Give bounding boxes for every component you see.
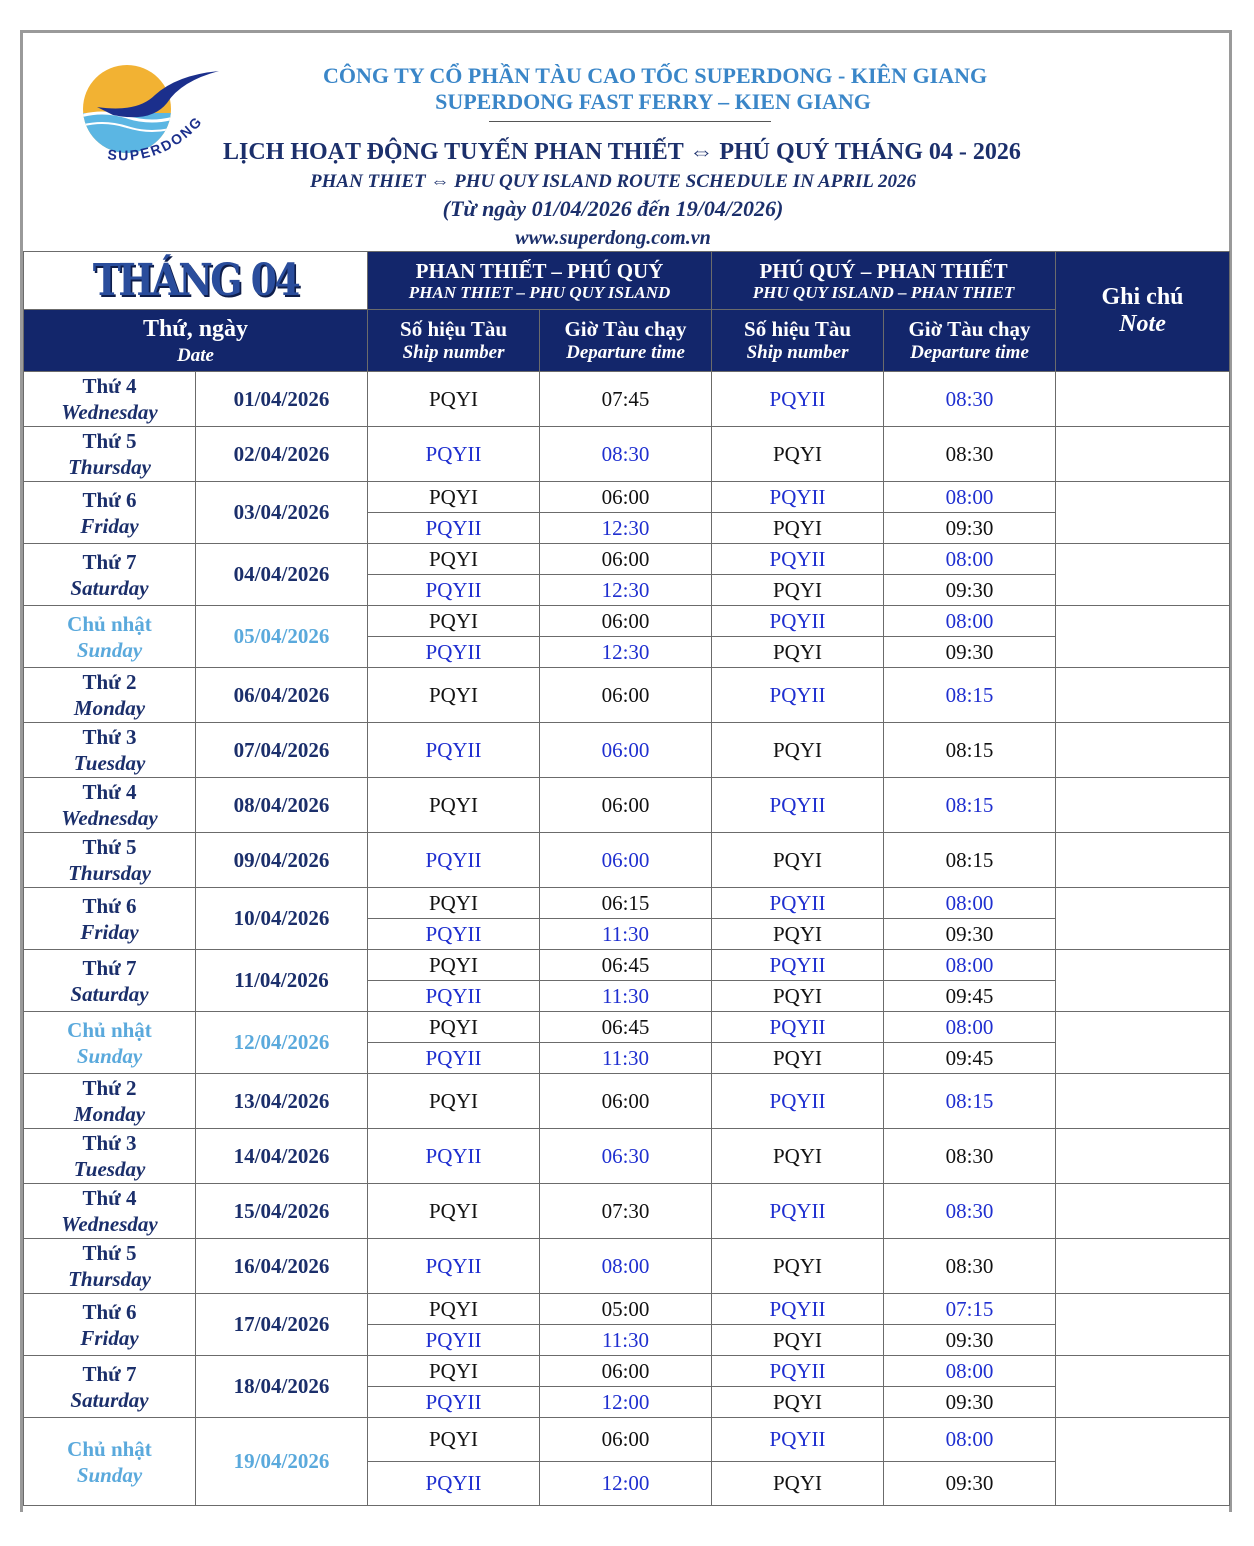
return-ship-cell: PQYI [712,1325,884,1356]
return-time-cell: 09:30 [884,919,1056,950]
return-time-cell: 08:00 [884,482,1056,513]
date-cell: 06/04/2026 [196,668,368,723]
day-cell [24,833,196,888]
return-ship-cell: PQYII [712,1012,884,1043]
return-time-cell: 08:00 [884,950,1056,981]
day-name-en: Thursday [68,1267,151,1291]
table-row [24,606,1230,637]
return-time-cell: 08:00 [884,1356,1056,1387]
table-row [24,1294,1230,1325]
day-name-en: Friday [80,513,139,538]
superdong-logo [77,61,237,173]
note-header [1056,252,1230,372]
return-ship-cell: PQYII [712,950,884,981]
return-time-cell: 08:30 [884,372,1056,427]
day-name-en: Thursday [68,455,151,479]
outbound-ship-cell: PQYI [368,544,540,575]
note-cell [1056,778,1230,833]
table-row [24,427,1230,482]
day-name-vn: Thứ 5 [82,429,137,453]
schedule-document [20,30,1232,1512]
outbound-ship-cell: PQYII [368,723,540,778]
table-row [24,888,1230,919]
return-time-cell: 07:15 [884,1294,1056,1325]
day-name-vn: Thứ 6 [82,487,137,512]
return-ship-cell: PQYI [712,513,884,544]
note-cell [1056,1129,1230,1184]
schedule-title-en: PHAN THIET ⇔ PHU QUY ISLAND ROUTE SCHEDULE IN APRIL 2026 [310,171,916,192]
table-row [24,668,1230,723]
note-header-vn: Ghi chú [1101,283,1184,310]
return-time-cell: 08:00 [884,544,1056,575]
date-cell: 18/04/2026 [196,1356,368,1418]
ship-header-outbound [368,310,540,372]
day-name-en: Sunday [76,1462,143,1487]
return-time-cell: 09:30 [884,513,1056,544]
day-name-vn: Chủ nhật [67,1017,152,1042]
return-time-cell: 08:00 [884,1418,1056,1462]
return-ship-cell: PQYII [712,1184,884,1239]
schedule-body [24,372,1230,1506]
day-cell [24,1418,196,1506]
outbound-time-cell: 06:30 [540,1129,712,1184]
day-name-vn: Thứ 3 [82,1131,137,1155]
route-outbound-header [368,252,712,310]
return-ship-cell: PQYI [712,575,884,606]
day-name-vn: Thứ 4 [82,780,137,804]
date-cell: 14/04/2026 [196,1129,368,1184]
svg-text:SUPERDONG: SUPERDONG [106,112,206,164]
outbound-time-cell: 06:00 [540,606,712,637]
return-time-cell: 08:15 [884,723,1056,778]
schedule-title-vn: LỊCH HOẠT ĐỘNG TUYẾN PHAN THIẾT ⇔ PHÚ QUÝ THÁNG 04 - 2026 [223,139,1021,165]
route-return-vn: PHÚ QUÝ – PHAN THIẾT [759,258,1008,283]
date-cell: 01/04/2026 [196,372,368,427]
note-cell [1056,1184,1230,1239]
outbound-time-cell: 06:00 [540,833,712,888]
month-header [24,252,368,310]
return-time-cell: 08:15 [884,778,1056,833]
day-name-en: Friday [80,919,139,944]
month-label: THÁNG 04 [92,255,299,306]
table-row [24,1418,1230,1462]
day-name-en: Monday [73,696,146,720]
return-ship-cell: PQYI [712,1239,884,1294]
return-ship-cell: PQYII [712,544,884,575]
return-time-cell: 08:00 [884,1012,1056,1043]
return-time-cell: 08:15 [884,1074,1056,1129]
return-time-cell: 08:00 [884,606,1056,637]
ship-header-return [712,310,884,372]
day-name-vn: Thứ 6 [82,893,137,918]
outbound-ship-cell: PQYII [368,1043,540,1074]
return-ship-cell: PQYI [712,1043,884,1074]
return-time-cell: 09:30 [884,575,1056,606]
return-ship-cell: PQYI [712,1387,884,1418]
date-cell: 10/04/2026 [196,888,368,950]
outbound-time-cell: 12:30 [540,513,712,544]
note-cell [1056,1239,1230,1294]
outbound-ship-cell: PQYII [368,513,540,544]
return-time-cell: 09:45 [884,1043,1056,1074]
return-ship-cell: PQYI [712,1462,884,1506]
date-cell: 19/04/2026 [196,1418,368,1506]
ship-header-vn: Số hiệu Tàu [400,316,508,341]
day-cell [24,950,196,1012]
table-row [24,1074,1230,1129]
date-cell: 11/04/2026 [196,950,368,1012]
return-ship-cell: PQYII [712,606,884,637]
outbound-ship-cell: PQYI [368,1012,540,1043]
return-time-cell: 08:30 [884,427,1056,482]
table-row [24,778,1230,833]
outbound-time-cell: 12:00 [540,1387,712,1418]
day-name-vn: Chủ nhật [67,611,152,636]
date-cell: 08/04/2026 [196,778,368,833]
date-header [24,310,368,372]
table-row [24,833,1230,888]
outbound-ship-cell: PQYI [368,1184,540,1239]
note-cell [1056,888,1230,950]
day-cell [24,778,196,833]
day-cell [24,1184,196,1239]
table-row [24,1012,1230,1043]
return-ship-cell: PQYII [712,1074,884,1129]
outbound-ship-cell: PQYI [368,668,540,723]
table-row [24,1356,1230,1387]
outbound-time-cell: 06:00 [540,1074,712,1129]
return-ship-cell: PQYI [712,981,884,1012]
outbound-ship-cell: PQYII [368,1325,540,1356]
time-header-en: Departure time [910,341,1029,363]
return-ship-cell: PQYII [712,372,884,427]
outbound-ship-cell: PQYI [368,778,540,833]
day-name-vn: Thứ 4 [82,374,137,398]
time-header-vn: Giờ Tàu chạy [564,316,687,341]
date-cell: 16/04/2026 [196,1239,368,1294]
date-cell: 05/04/2026 [196,606,368,668]
date-cell: 17/04/2026 [196,1294,368,1356]
note-cell [1056,1074,1230,1129]
outbound-ship-cell: PQYI [368,482,540,513]
day-name-vn: Thứ 3 [82,725,137,749]
date-header-en: Date [177,344,214,366]
return-ship-cell: PQYI [712,723,884,778]
route-return-en: PHU QUY ISLAND – PHAN THIET [752,282,1015,302]
day-name-en: Monday [73,1102,146,1126]
return-time-cell: 08:30 [884,1129,1056,1184]
return-time-cell: 08:15 [884,668,1056,723]
day-cell [24,1012,196,1074]
return-time-cell: 08:30 [884,1184,1056,1239]
day-name-en: Saturday [70,981,149,1006]
day-cell [24,1129,196,1184]
company-name-vn: CÔNG TY CỔ PHẦN TÀU CAO TỐC SUPERDONG - KIÊN GIANG [323,63,988,88]
outbound-ship-cell: PQYI [368,606,540,637]
outbound-ship-cell: PQYII [368,575,540,606]
note-cell [1056,606,1230,668]
return-ship-cell: PQYII [712,888,884,919]
outbound-ship-cell: PQYII [368,427,540,482]
header-divider [489,121,771,122]
table-row [24,482,1230,513]
time-header-outbound [540,310,712,372]
day-name-vn: Thứ 6 [82,1299,137,1324]
outbound-ship-cell: PQYII [368,919,540,950]
outbound-time-cell: 12:30 [540,637,712,668]
outbound-time-cell: 12:30 [540,575,712,606]
day-name-en: Wednesday [61,1212,158,1236]
note-cell [1056,950,1230,1012]
outbound-time-cell: 12:00 [540,1462,712,1506]
day-name-en: Tuesday [73,751,146,775]
outbound-time-cell: 06:00 [540,482,712,513]
outbound-ship-cell: PQYII [368,1239,540,1294]
return-ship-cell: PQYI [712,919,884,950]
day-name-vn: Thứ 2 [82,670,137,694]
table-row [24,950,1230,981]
note-cell [1056,544,1230,606]
date-cell: 03/04/2026 [196,482,368,544]
outbound-time-cell: 11:30 [540,1043,712,1074]
outbound-time-cell: 08:30 [540,427,712,482]
note-cell [1056,723,1230,778]
return-ship-cell: PQYI [712,427,884,482]
time-header-vn: Giờ Tàu chạy [908,316,1031,341]
note-cell [1056,1356,1230,1418]
outbound-time-cell: 06:00 [540,1418,712,1462]
day-name-en: Saturday [70,1387,149,1412]
outbound-time-cell: 06:00 [540,544,712,575]
outbound-ship-cell: PQYI [368,1294,540,1325]
table-row [24,1129,1230,1184]
time-header-en: Departure time [566,341,685,363]
note-cell [1056,668,1230,723]
date-cell: 13/04/2026 [196,1074,368,1129]
day-name-vn: Thứ 7 [82,955,137,980]
return-ship-cell: PQYI [712,1129,884,1184]
outbound-time-cell: 08:00 [540,1239,712,1294]
day-name-vn: Thứ 4 [82,1186,137,1210]
day-name-en: Sunday [76,1043,143,1068]
date-cell: 04/04/2026 [196,544,368,606]
date-cell: 15/04/2026 [196,1184,368,1239]
day-name-vn: Thứ 5 [82,1241,137,1265]
note-cell [1056,372,1230,427]
day-name-en: Saturday [70,575,149,600]
table-row [24,723,1230,778]
ship-header-en: Ship number [402,341,505,363]
outbound-time-cell: 11:30 [540,919,712,950]
route-outbound-en: PHAN THIET – PHU QUY ISLAND [408,282,671,302]
outbound-ship-cell: PQYII [368,833,540,888]
return-ship-cell: PQYII [712,482,884,513]
day-name-en: Sunday [76,637,143,662]
day-cell [24,427,196,482]
day-name-vn: Thứ 7 [82,1361,137,1386]
outbound-ship-cell: PQYII [368,1462,540,1506]
return-time-cell: 09:30 [884,1462,1056,1506]
outbound-time-cell: 11:30 [540,1325,712,1356]
return-time-cell: 09:45 [884,981,1056,1012]
note-cell [1056,1294,1230,1356]
day-name-en: Wednesday [61,806,158,830]
day-name-vn: Chủ nhật [67,1436,152,1461]
day-name-en: Friday [80,1325,139,1350]
note-cell [1056,833,1230,888]
day-cell [24,1294,196,1356]
return-time-cell: 08:30 [884,1239,1056,1294]
outbound-time-cell: 06:00 [540,723,712,778]
return-ship-cell: PQYII [712,1356,884,1387]
day-cell [24,372,196,427]
return-ship-cell: PQYI [712,637,884,668]
day-name-en: Tuesday [73,1157,146,1181]
return-ship-cell: PQYII [712,668,884,723]
ship-header-vn: Số hiệu Tàu [744,316,852,341]
day-name-en: Wednesday [61,400,158,424]
day-name-vn: Thứ 5 [82,835,137,859]
note-cell [1056,482,1230,544]
day-cell [24,482,196,544]
outbound-time-cell: 06:00 [540,1356,712,1387]
date-cell: 09/04/2026 [196,833,368,888]
note-cell [1056,1012,1230,1074]
day-cell [24,888,196,950]
day-cell [24,1356,196,1418]
date-cell: 12/04/2026 [196,1012,368,1074]
outbound-time-cell: 07:45 [540,372,712,427]
outbound-time-cell: 06:00 [540,778,712,833]
outbound-ship-cell: PQYII [368,981,540,1012]
return-ship-cell: PQYI [712,833,884,888]
day-cell [24,544,196,606]
company-name-en: SUPERDONG FAST FERRY – KIEN GIANG [435,89,871,114]
return-time-cell: 09:30 [884,1387,1056,1418]
table-row [24,544,1230,575]
return-time-cell: 08:00 [884,888,1056,919]
schedule-table [23,251,1230,1506]
outbound-ship-cell: PQYI [368,1418,540,1462]
outbound-time-cell: 05:00 [540,1294,712,1325]
day-cell [24,1239,196,1294]
return-time-cell: 09:30 [884,637,1056,668]
outbound-ship-cell: PQYI [368,888,540,919]
date-cell: 07/04/2026 [196,723,368,778]
return-time-cell: 08:15 [884,833,1056,888]
date-header-vn: Thứ, ngày [142,315,249,342]
outbound-time-cell: 07:30 [540,1184,712,1239]
day-cell [24,1074,196,1129]
note-cell [1056,1418,1230,1506]
day-name-vn: Thứ 2 [82,1076,137,1100]
outbound-ship-cell: PQYII [368,1129,540,1184]
outbound-time-cell: 06:00 [540,668,712,723]
day-name-vn: Thứ 7 [82,549,137,574]
outbound-ship-cell: PQYI [368,1074,540,1129]
outbound-ship-cell: PQYI [368,950,540,981]
return-time-cell: 09:30 [884,1325,1056,1356]
ship-header-en: Ship number [746,341,849,363]
table-row [24,372,1230,427]
outbound-time-cell: 06:15 [540,888,712,919]
day-name-en: Thursday [68,861,151,885]
return-ship-cell: PQYII [712,778,884,833]
outbound-time-cell: 06:45 [540,950,712,981]
route-outbound-vn: PHAN THIẾT – PHÚ QUÝ [415,258,664,283]
return-ship-cell: PQYII [712,1418,884,1462]
route-return-header [712,252,1056,310]
time-header-return [884,310,1056,372]
outbound-ship-cell: PQYII [368,637,540,668]
table-row [24,1239,1230,1294]
table-row [24,1184,1230,1239]
note-header-en: Note [1119,310,1166,337]
outbound-time-cell: 11:30 [540,981,712,1012]
day-cell [24,723,196,778]
date-range: (Từ ngày 01/04/2026 đến 19/04/2026) [442,196,784,221]
return-ship-cell: PQYII [712,1294,884,1325]
outbound-ship-cell: PQYI [368,1356,540,1387]
outbound-ship-cell: PQYII [368,1387,540,1418]
day-cell [24,606,196,668]
date-cell: 02/04/2026 [196,427,368,482]
note-cell [1056,427,1230,482]
day-cell [24,668,196,723]
outbound-ship-cell: PQYI [368,372,540,427]
website-link[interactable]: www.superdong.com.vn [515,227,711,249]
outbound-time-cell: 06:45 [540,1012,712,1043]
